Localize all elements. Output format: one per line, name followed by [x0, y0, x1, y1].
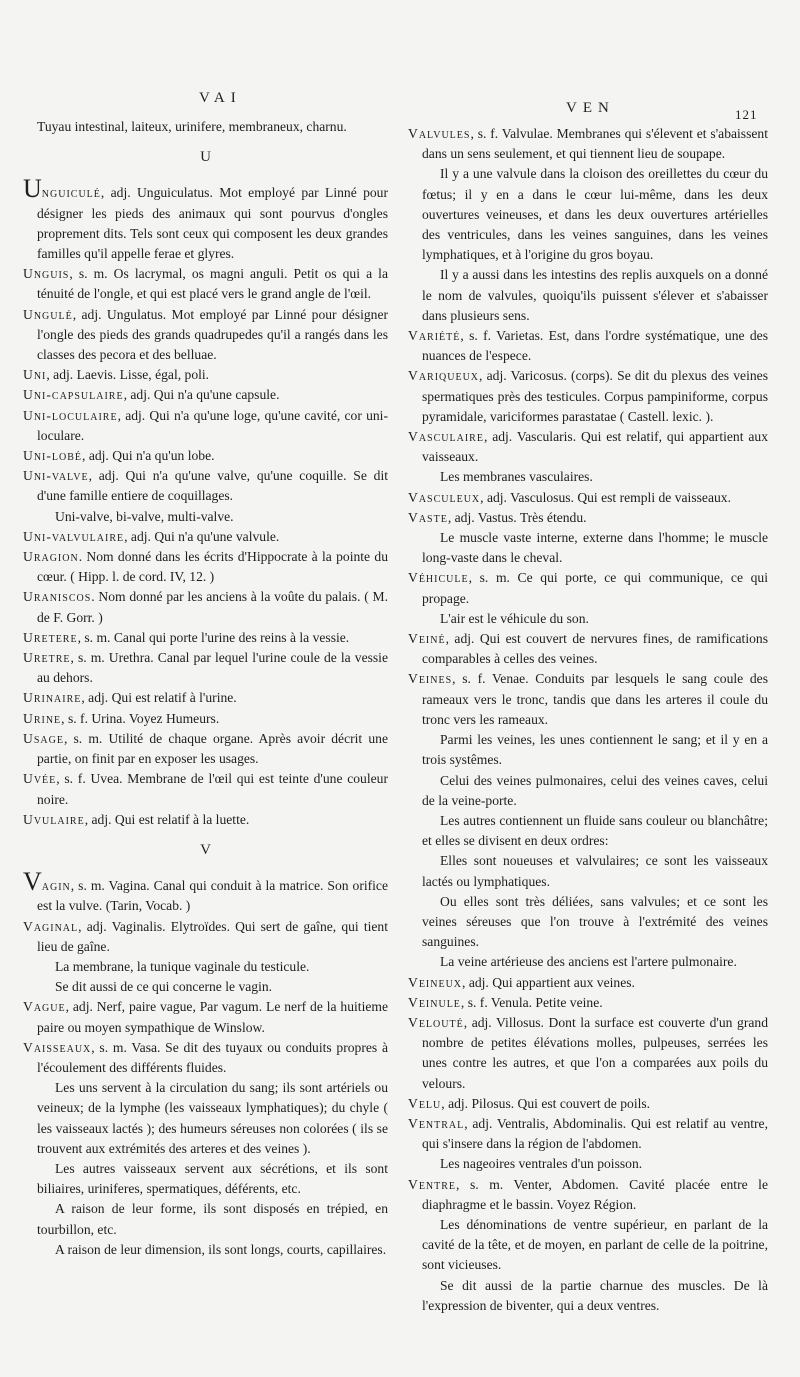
headword: Ventral [408, 1115, 465, 1131]
headword: agin [41, 878, 71, 894]
definition-text: Elles sont noueuses et valvulaires; ce sont les vaisseaux lactés ou lymphatiques. [422, 853, 768, 889]
definition-text: Les autres contiennent un fluide sans couleur ou blanchâtre; et elles se divisent en deux ordres: [422, 812, 768, 849]
definition-text: Ou elles sont très déliées, sans valvules; et ce sont les veines séreuses que l'on trouve à l'extrémité des veines sanguines. [422, 893, 768, 950]
definition-text: Les autres vaisseaux servent aux sécrétions, et ils sont biliaires, uriniferes, spermatiques, déférents, etc. [37, 1160, 388, 1197]
dictionary-entry [408, 973, 768, 993]
definition-text: , adj. Vaginalis. Elytroïdes. Qui sert de gaîne, qui tient lieu de gaîne. [37, 918, 388, 954]
definition-text: , adj. Qui est relatif à l'urine. [81, 690, 237, 706]
entry-paragraph [408, 730, 768, 770]
definition-text: , s. m. Vasa. Se dit des tuyaux ou conduits propres à l'écoulement des différents fluides. [37, 1039, 388, 1075]
headword: Uragion [23, 549, 79, 565]
headword: Véhicule [408, 570, 469, 586]
definition-text: , adj. Qui est couvert de nervures fines, de ramifications comparables à celles des veines. [422, 631, 768, 667]
dictionary-entry [408, 629, 768, 669]
dictionary-entry [23, 917, 388, 957]
dictionary-entry [23, 729, 388, 769]
entry-paragraph [23, 957, 388, 977]
definition-text: , adj. Qui n'a qu'un lobe. [82, 448, 215, 464]
headword: Ungulé [23, 306, 73, 322]
definition-text: , adj. Nerf, paire vague, Par vagum. Le nerf de la huitieme paire ou moyen sympathique de Winslow. [37, 999, 388, 1035]
definition-text: , adj. Qui n'a qu'une valve, qu'une coquille. Se dit d'une famille entiere de coquillages. [37, 468, 388, 504]
headword: nguiculé [41, 185, 101, 201]
definition-text: La veine artérieuse des anciens est l'artere pulmonaire. [440, 954, 737, 970]
headword: Uni-lobé [23, 448, 83, 464]
definition-text: , s. f. Varietas. Est, dans l'ordre systématique, une des nuances de l'espece. [422, 328, 768, 364]
definition-text: , adj. Qui n'a qu'une valvule. [124, 528, 280, 544]
entry-paragraph [408, 771, 768, 811]
dictionary-entry [23, 547, 388, 587]
definition-text: Il y a une valvule dans la cloison des oreillettes du cœur du fœtus; il y en a dans le cœur lui-même, dans les deux ouvertures veineuses, et dans les deux ouvertures artérielles des ventricules, dans les veines sanguines, dans les veines lymphatiques, et à l'origine du gros boyau. [422, 166, 768, 263]
entry-paragraph [408, 164, 768, 265]
definition-text: A raison de leur forme, ils sont disposés en trépied, en tourbillon, etc. [37, 1201, 388, 1237]
definition-text: Les dénominations de ventre supérieur, en parlant de la cavité de la tête, et de moyen, en parlant de celle de la poitrine, sont vicieuses. [422, 1216, 768, 1273]
entry-paragraph [408, 528, 768, 568]
dictionary-entry [408, 427, 768, 467]
definition-text: , adj. Ungulatus. Mot employé par Linné pour désigner l'ongle des pieds des grands quadrupedes qu'il a rangés dans les classes des pecora et des belluae. [37, 306, 388, 363]
dictionary-entry [408, 326, 768, 366]
running-header-left: VAI [199, 90, 242, 106]
definition-text: , adj. Varicosus. (corps). Se dit du plexus des veines spermatiques près des testicules. Corpus pampiniforme, corpus pyramidale, variciformes parastatae ( Castell. lexic. ). [422, 368, 768, 424]
definition-text: , adj. Vascularis. Qui est relatif, qui appartient aux vaisseaux. [422, 429, 768, 465]
dictionary-entry [23, 648, 388, 688]
definition-text: A raison de leur dimension, ils sont longs, courts, capillaires. [55, 1241, 387, 1257]
definition-text: , s. f. Venula. Petite veine. [460, 994, 603, 1010]
dictionary-entry [23, 305, 388, 366]
definition-text: , adj. Qui est relatif à la luette. [84, 811, 250, 827]
headword: Variété [408, 328, 461, 344]
dictionary-entry [408, 1175, 768, 1215]
definition-text: , adj. Unguiculatus. Mot employé par Linné pour désigner les pieds des animaux qui sont pourvus d'ongles proprement dits. Tels sont ceux qui composent les deux grandes familles qu'il appelle ferae et glyres. [37, 185, 388, 262]
headword: Valvules [408, 126, 471, 141]
dictionary-entry [408, 488, 768, 508]
headword: Veinule [408, 994, 461, 1010]
headword: Variqueux [408, 368, 480, 384]
dictionary-entry [408, 366, 768, 427]
dictionary-entry [408, 1094, 768, 1114]
definition-text: , adj. Vastus. Très étendu. [447, 509, 587, 525]
definition-text: , adj. Villosus. Dont la surface est couverte d'un grand nombre de petites élévations molles, pulpeuses, serrées les unes contre les autres, et que l'on a comparées aux poils du velours. [422, 1014, 768, 1091]
headword: Vaste [408, 509, 448, 525]
definition-text: Celui des veines pulmonaires, celui des veines caves, celui de la veine-porte. [422, 772, 768, 808]
definition-text: Les membranes vasculaires. [440, 469, 593, 485]
left-column [23, 117, 388, 1260]
dictionary-entry [23, 769, 388, 809]
headword: Velouté [408, 1014, 464, 1030]
headword: Uni-capsulaire [23, 387, 124, 403]
drop-initial: U [23, 174, 42, 204]
headword: Uni-valve [23, 468, 89, 484]
entry-paragraph [23, 1159, 388, 1199]
headword: Uni-valvulaire [23, 528, 125, 544]
headword: Uretere [23, 629, 78, 645]
dictionary-entry [23, 709, 388, 729]
right-column [408, 124, 768, 1316]
entry-paragraph [408, 811, 768, 851]
running-header-center: VEN [566, 100, 615, 116]
entry-paragraph [408, 265, 768, 326]
definition-text: Se dit aussi de ce qui concerne le vagin. [55, 979, 273, 995]
headword: Ventre [408, 1176, 457, 1192]
entry-paragraph [408, 1276, 768, 1316]
dictionary-entry [23, 867, 388, 916]
headword: Veines [408, 671, 453, 687]
entry-paragraph [408, 609, 768, 629]
dictionary-entry [23, 264, 388, 304]
definition-text: , s. f. Uvea. Membrane de l'œil qui est teinte d'une couleur noire. [37, 771, 388, 807]
entry-paragraph [408, 1154, 768, 1174]
definition-text: L'air est le véhicule du son. [440, 610, 589, 626]
entry-paragraph [23, 1199, 388, 1239]
definition-text: Se dit aussi de la partie charnue des muscles. De là l'expression de biventer, qui a deux ventres. [422, 1277, 768, 1313]
definition-text: , s. f. Venae. Conduits par lesquels le sang coule des rameaux vers le tronc, tandis que dans les arteres il coule du tronc vers les rameaux. [422, 671, 768, 727]
headword: Vaisseaux [23, 1039, 92, 1055]
dictionary-entry [23, 587, 388, 627]
entry-paragraph [408, 952, 768, 972]
definition-text: , s. m. Urethra. Canal par lequel l'urine coule de la vessie au dehors. [37, 650, 388, 686]
dictionary-entry [23, 688, 388, 708]
drop-initial: V [23, 867, 42, 897]
dictionary-entry [23, 174, 388, 264]
section-letter: U [200, 149, 211, 166]
headword: Urinaire [23, 690, 82, 706]
entry-paragraph [23, 1078, 388, 1159]
definition-text: , adj. Qui appartient aux veines. [462, 974, 635, 990]
definition-text: Uni-valve, bi-valve, multi-valve. [55, 508, 234, 524]
definition-text: , s. f. Urina. Voyez Humeurs. [61, 710, 220, 726]
section-letter: V [200, 841, 211, 858]
headword: Uvulaire [23, 811, 85, 827]
headword: Uvée [23, 771, 57, 787]
definition-text: , adj. Qui n'a qu'une capsule. [123, 387, 280, 403]
headword: Uni [23, 367, 47, 383]
headword: Uni-loculaire [23, 407, 118, 423]
entry-paragraph [408, 892, 768, 953]
definition-text: Tuyau intestinal, laiteux, urinifere, membraneux, charnu. [37, 119, 347, 134]
entry-paragraph [23, 117, 388, 137]
definition-text: Parmi les veines, les unes contiennent le sang; et il y en a trois systêmes. [422, 732, 768, 768]
headword: Vasculeux [408, 489, 481, 505]
definition-text: , adj. Qui n'a qu'une loge, qu'une cavité, cor uni-loculare. [37, 407, 388, 443]
headword: Veineux [408, 974, 463, 990]
definition-text: , s. m. Utilité de chaque organe. Après avoir décrit une partie, on finit par en exposer les usages. [37, 730, 388, 767]
dictionary-entry [408, 669, 768, 730]
definition-text: Le muscle vaste interne, externe dans l'homme; le muscle long-vaste dans le cheval. [422, 530, 768, 566]
dictionary-entry [408, 124, 768, 164]
entry-paragraph [23, 977, 388, 997]
dictionary-entry [23, 810, 388, 830]
definition-text: , adj. Laevis. Lisse, égal, poli. [46, 367, 210, 383]
dictionary-entry [23, 466, 388, 506]
definition-text: , s. f. Valvulae. Membranes qui s'élevent et s'abaissent dans un sens seulement, et qui tiennent lieu de soupape. [422, 126, 768, 162]
dictionary-entry [408, 508, 768, 528]
headword: Uretre [23, 650, 71, 666]
definition-text: , adj. Ventralis, Abdominalis. Qui est relatif au ventre, qui s'insere dans la région de l'abdomen. [422, 1115, 768, 1152]
definition-text: Les nageoires ventrales d'un poisson. [440, 1156, 643, 1172]
page-number: 121 [735, 107, 758, 122]
definition-text: , s. m. Ce qui porte, ce qui communique, ce qui propage. [422, 570, 768, 606]
entry-paragraph [408, 467, 768, 487]
definition-text: Il y a aussi dans les intestins des replis auxquels on a donné le nom de valvules, quoiqu'ils puissent s'élever et s'abaisser dans plusieurs sens. [422, 267, 768, 323]
entry-paragraph [408, 1215, 768, 1276]
headword: Usage [23, 730, 64, 746]
definition-text: Les uns servent à la circulation du sang; ils sont artériels ou veineux; de la lymphe (les vaisseaux lymphatiques); du chyle ( les vaisseaux lactés ); des humeurs séreuses non colorées ( ils se trouvent aux extrémités des arteres et des veines ). [37, 1080, 388, 1156]
headword: Urine [23, 710, 62, 726]
entry-paragraph [408, 851, 768, 891]
dictionary-entry [408, 568, 768, 608]
dictionary-entry [408, 1114, 768, 1154]
dictionary-entry [23, 446, 388, 466]
entry-paragraph [23, 1240, 388, 1260]
headword: Uraniscos [23, 589, 92, 605]
dictionary-entry [23, 1038, 388, 1078]
headword: Veiné [408, 631, 446, 647]
definition-text: , s. m. Os lacrymal, os magni anguli. Petit os qui a la ténuité de l'ongle, et qui est placé vers le grand angle de l'œil. [37, 266, 388, 302]
dictionary-entry [23, 365, 388, 385]
definition-text: , s. m. Venter, Abdomen. Cavité placée entre le diaphragme et le bassin. Voyez Région. [422, 1176, 768, 1212]
dictionary-entry [23, 527, 388, 547]
definition-text: . Nom donné par les anciens à la voûte du palais. ( M. de F. Gorr. ) [37, 589, 388, 625]
definition-text: . Nom donné dans les écrits d'Hippocrate à la pointe du cœur. ( Hipp. l. de cord. IV, 12. ) [37, 549, 388, 585]
headword: Velu [408, 1095, 442, 1111]
headword: Unguis [23, 266, 70, 282]
definition-text: La membrane, la tunique vaginale du testicule. [55, 958, 310, 974]
entry-paragraph [23, 507, 388, 527]
dictionary-entry [23, 628, 388, 648]
definition-text: , s. m. Canal qui porte l'urine des reins à la vessie. [77, 629, 350, 645]
dictionary-entry [408, 1013, 768, 1094]
definition-text: , adj. Pilosus. Qui est couvert de poils. [441, 1095, 651, 1111]
headword: Vague [23, 999, 66, 1015]
dictionary-entry [23, 997, 388, 1037]
headword: Vasculaire [408, 429, 484, 445]
dictionary-entry [23, 385, 388, 405]
definition-text: , s. m. Vagina. Canal qui conduit à la matrice. Son orifice est la vulve. (Tarin, Vocab. ) [37, 878, 388, 914]
headword: Vaginal [23, 918, 79, 934]
definition-text: , adj. Vasculosus. Qui est rempli de vaisseaux. [480, 489, 731, 505]
dictionary-entry [23, 406, 388, 446]
dictionary-entry [408, 993, 768, 1013]
